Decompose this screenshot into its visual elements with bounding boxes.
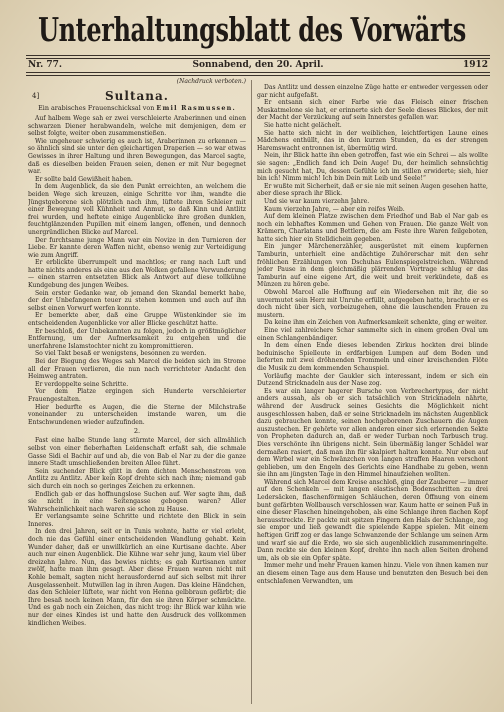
paragraph: Sie hatte nicht gelächelt. [264,121,342,129]
paragraph: Er verdoppelte seine Schritte. [35,380,129,388]
paragraph: Da keine ihm ein Zeichen von Aufmerksamkeit schenkte, ging er weiter. [264,319,488,327]
paragraph: Das Antlitz und dessen einzelne Züge hatte er entweder vergessen oder gar nicht aufgefaßt. [257,84,488,99]
left-column [28,78,246,706]
subtitle-text: Ein arabisches Frauenschicksal von [38,104,155,112]
paragraph: Er entsann sich einer Farbe wie das Fleisch einer frischen Muskatmelone sie hat, er erinnerte sich der Seele dieses Blickes, der mit der Macht der Verzückung auf sein Innerstes gefallen war. [257,99,488,122]
paragraph: In den drei Jahren, seit er in Tunis wohnte, hatte er viel erlebt, doch nie das Gefühl einer entscheidenden Wandlung gehabt. Kein Wunder daher, daß er unwillkürlich an eine Kurtisane dachte. Aber auch nur einen Augenblick. Die Kühne war sehr jung, kaum viel über dreizehn Jahre. Nun, das bewies nichts; es gab Kurtisanen unter zwölf, hatte man ihm gesagt. Aber diese Frauen waren nicht mit Kohle bemalt, sagten nicht herausfordernd auf sich selbst mit ihrer Ausgelassenheit. Mutwillen lag in ihren Augen. Das kleine Händchen, das den Schleier lüftete, war nicht von Henna gelbbraun gefärbt; die Ihre besaß noch keinen Mann, für den sie ihren Körper schmückte. Und es gab noch ein Zeichen, das nicht trog: ihr Blick war kühn wie nur der eines Kindes ist und hatte den Ausdruck des vollkommen kindlichen Weibes. [28,528,246,627]
issue-date: Sonnabend, den 20. April. [192,60,324,70]
paragraph: Der furchtsame junge Mann war ein Novize in den Turnieren der Liebe. Er kannte deren Waffen nicht, ebenso wenig zur Verteidigung wie zum Angriff. [28,236,246,259]
paragraph: Eine viel zahlreichere Schar sammelte sich in einem großen Oval um einen Schlangenbändiger. [257,327,488,342]
masthead-rule-bottom [26,72,490,76]
paragraph: Kaum vierzehn Jahre, — aber ein reifes Weib. [264,205,405,213]
author-name: Emil Rasmussen. [156,104,236,112]
paragraph: Wie ungeheuer schwierig es auch ist, Araberinnen zu erkennen — so ähnlich sind sie unter den gleichartigen Draperien — so war etwas Gewisses in ihrer Haltung und ihren Bewegungen, das Marcel sagte, daß es dieselben beiden Frauen seien, denen er mit Nur begegnet war. [28,137,246,176]
dateline [28,59,488,71]
paragraph: Und sie war kaum vierzehn Jahre. [264,197,370,205]
article-subtitle [28,104,246,113]
paragraph: Hier bedurfte es Augen, die die Sterne der Milchstraße voneinander zu unterscheiden imstande waren, um die Entschwundenen wieder aufzufinden. [28,403,246,426]
paragraph: Ein junger Märchenerzähler, ausgerüstet mit einem kupfernen Tamburin, unterhielt eine andächtige Zuhörerschar mit den sehr fröhlichen Erzählungen von Dschuhas Eulenspiegelstreichen. Während jeder Pause in dem gleichmäßig plärrenden Vortrage schlug er das Tamburin auf eine eigene Art, die weit und breit verkündete, daß es Münzen zu hören gebe. [257,243,488,289]
paragraph: Obwohl Marcel alle Hoffnung auf ein Wiedersehen mit ihr, die so unvermutet sein Herz mit Unruhe erfüllt, aufgegeben hatte, brachte er es doch nicht über sich, vorbeizugehen, ohne die lauschenden Frauen zu mustern. [257,289,488,319]
paragraph: Auf halbem Wege sah er zwei verschleierte Araberinnen und einen schwarzen Diener herabwandeln, welche mit demjenigen, dem er selbst folgte, weiter oben zusammenstießen. [28,115,246,138]
paragraph: Immer mehr und mehr Frauen kamen hinzu. Viele von ihnen kamen nur an diesem einen Tage aus dem Hause und benutzten den Besuch bei den entschlafenen Verwandten, um [257,562,488,585]
paragraph: Er bemerkte aber, daß eine Gruppe Wüstenkinder sie im entscheidenden Augenblicke vor aller Blicke geschützt hatte. [28,312,246,328]
paragraph: Endlich gab er das hoffnungslose Suchen auf. Wer sagte ihm, daß sie nicht in eine Seitengasse gebogen waren? Aller Wahrscheinlichkeit nach waren sie schon zu Hause. [28,490,246,513]
paragraph: Sein suchender Blick glitt in dem dichten Menschenstrom von Antlitz zu Antlitz. Aber kein Kopf drehte sich nach ihm; niemand gab sich durch ein noch so geringes Zeichen zu erkennen. [28,467,246,490]
paragraph: Sie hatte sich nicht in der weiblichen, leichtfertigen Laune eines Mädchens enthüllt, das in den kurzen Stunden, da es der strengen Haremswacht entronnen ist, übermütig wird. [257,129,488,152]
paragraph: Er erblickte überrumpelt und machtlos; er rang nach Luft und hatte nichts anderes als eine aus den Wolken gefallene Verwunderung — einen starren entsetzten Blick als Antwort auf diese tollkühne Kundgebung des jungen Weibes. [28,259,246,290]
column-divider [251,80,252,704]
paragraph: In dem Augenblick, da sie den Punkt erreichten, an welchem die beiden Wege sich kreuzen, einige Schritte vor ihm, wandte die Jüngstgeborene sich plötzlich nach ihm, lüftete ihren Schleier mit einer Bewegung voll Kühnheit und Anmut, so daß Kinn und Antlitz frei wurden, und heftete einige Augenblicke ihre großen dunklen, feuchtglänzenden Pupillen mit einem langen, offenen, und dennoch unergründlichen Blicke auf Marcel. [28,183,246,236]
masthead-title: Unterhaltungsblatt des Vorwärts [38,10,466,50]
paragraph: Vorläufig machte der Gaukler sich interessant, indem er sich ein Dutzend Stricknadeln aus der Nase zog. [257,372,488,388]
paragraph: In dem einen Ende dieses lebenden Zirkus hockten drei blinde beduinische Spielleute in erdfarbigen Lumpen auf dem Boden und lieferten mit zwei dröhnenden Trommeln und einer kreischenden Flöte die Musik zu dem kommenden Schauspiel. [257,342,488,372]
paragraph: Während sich Marcel dem Kreise anschloß, ging der Zauberer — immer auf den Schenkeln — mit langen elastischen Bodenschritten zu drei Ledersäcken, flaschenförmigen Schläuchen, deren Öffnung von einem bunt gefärbten Wollbausch verschlossen war. Kaum hatte er seinen Fuß in eine dieser Flaschen hineingehoben, als eine Schlange ihren flachen Kopf herausstreckte. Er packte mit spitzen Fingern den Hals der Schlange, zog sie empor und ließ gewandt die spielende Kappe spielen. Mit einem heftigen Griff zog er das lange Schwanzende der Schlange um seinen Arm und warf sie auf die Erde, wo sie sich augenblicklich zusammenringelte. Dann reckte sie den kleinen Kopf, drehte ihn nach allen Seiten drohend um, als ob sie ein Opfer späte. [257,478,488,562]
article-header [28,88,246,104]
paragraph: Er sollte bald Gewißheit haben. [35,175,133,183]
paragraph: Er beschloß, der Unbekannten zu folgen, jedoch in größtmöglicher Entfernung, um der Aufmerksamkeit zu entgehen und die unerfahrene Islamstochter nicht zu kompromittieren. [28,327,246,350]
paragraph: Er wußte mit Sicherheit, daß er sie nie mit seinen Augen gesehen hatte, aber diese sprach ihr Blick. [257,182,488,198]
installment-number: 4] [32,92,40,100]
paragraph: Er verlangsamte seine Schritte und richtete den Blick in sein Inneres. [28,513,246,528]
paragraph: Fast eine halbe Stunde lang stürmte Marcel, der sich allmählich selbst von einer fieberhaften Leidenschaft erfaßt sah, die schmale Gasse Sidi el Bachir auf und ab, die von Bab el Nar zu der die ganze innere Stadt umschließenden breiten Allee führt. [28,437,246,468]
paragraph: Bei der Biegung des Weges sah Marcel die beiden sich im Strome all der Frauen verlieren, die nun nach verrichteter Andacht den Heimweg antraten. [28,358,246,381]
paragraph: Nein, ihr Blick hatte ihn eben getroffen, fast wie ein Schrei — als wollte sie sagen: „Endlich fand ich Dein Auge! Du, der heimlich sehnsüchtig mich gesucht hat, Du, dessen Gefühle ich im stillen erwiderte; sieh, hier bin ich! Nimm mich! Ich bin Dein mit Leib und Seele!“ [257,152,488,183]
issue-number: Nr. 77. [28,60,63,70]
paragraph: Sein erster Gedanke war, ob jemand den Skandal bemerkt habe, der der Unbefangenen teuer zu stehen kommen und auch auf ihn selbst einen Vorwurf werfen konnte. [28,289,246,312]
paragraph: So viel Takt besaß er wenigstens, besonnen zu werden. [35,350,207,358]
reprint-notice: (Nachdruck verboten.) [176,78,246,85]
paragraph: Vor dem Platze ergingen sich Hunderte verschleierter Frauengestalten. [28,388,246,403]
issue-year: 1912 [462,60,488,70]
section-number: 2. [133,427,141,436]
paragraph: Auf dem kleinen Platze zwischen dem Friedhof und Bab el Nar gab es noch ein lebhaftes Kommen und Gehen von Frauen. Die ganze Welt von Krämern, Charlatans und Bettlern, die am Feste ihre Waren feilgeboten, hatte sich hier ein Stelldichein gegeben. [257,213,488,243]
article-title: Sultana. [105,89,169,103]
right-column [257,84,488,706]
paragraph: Es war ein langer hagerer Bursche von Verbrechertypus, der nicht anders aussah, als ob er sich tatsächlich von Stricknadeln nährte, während der Ausdruck seines Gesichts die Möglichkeit nicht ausgeschlossen haben, daß er seine Stricknadeln im nächsten Augenblick dazu gebrauchen konnte, seinen hochgeborenen Zuschauern die Augen auszustechen. Er gehörte vor allen anderen einer sich erlernenden Sekte von Propheten dadurch an, daß er weder Turban noch Tarbusch trug. Dies verschönte ihn übrigens nicht. Sein übermäßig langer Schädel war dermaßen rasiert, daß man ihn für skalpiert halten konnte. Nur oben auf dem Wirbel war ein Schwänzchen von langen straffen Haaren verschont geblieben, um den Engeln des Gerichts eine Handhabe zu geben, wenn sie ihn am jüngsten Tage in den Himmel hinaufziehen wollten. [257,387,488,479]
